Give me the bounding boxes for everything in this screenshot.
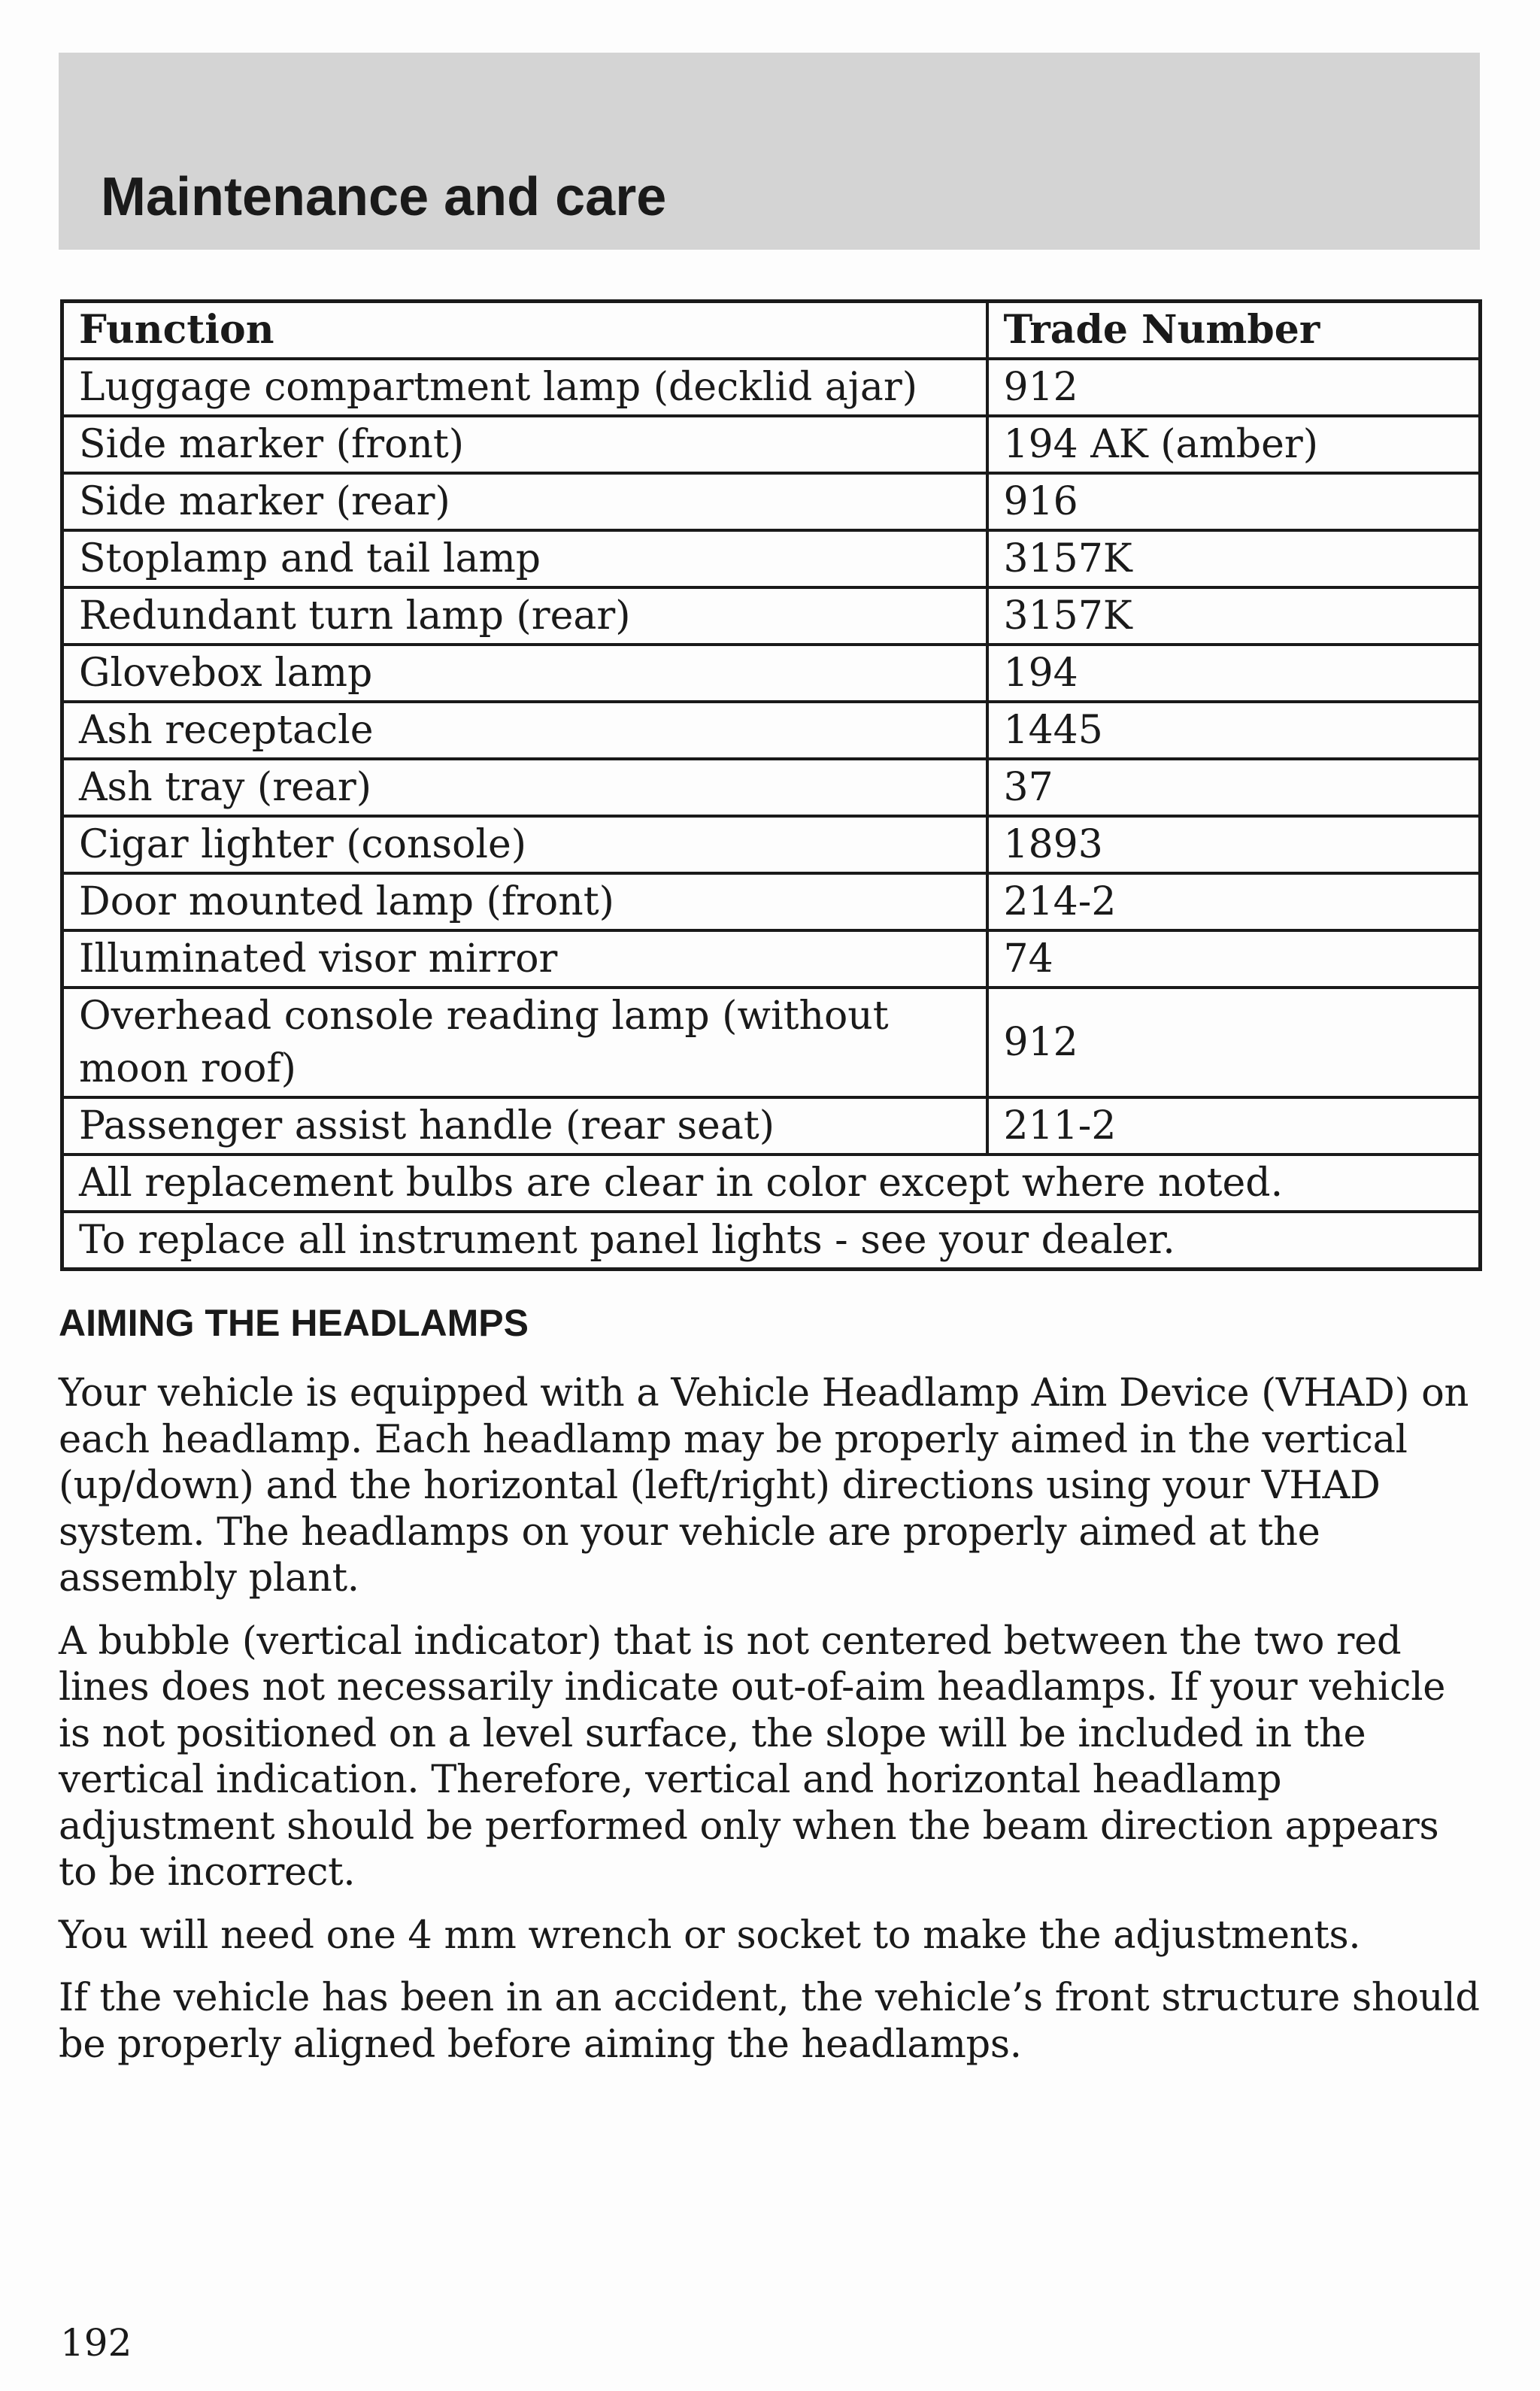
page-title: Maintenance and care	[101, 167, 667, 227]
table-row	[62, 759, 1481, 816]
trade-number-cell: 214-2	[987, 873, 1481, 930]
function-cell: Luggage compartment lamp (decklid ajar)	[62, 359, 987, 416]
function-cell: Cigar lighter (console)	[62, 816, 987, 873]
function-cell: Illuminated visor mirror	[62, 930, 987, 988]
function-cell: Door mounted lamp (front)	[62, 873, 987, 930]
paragraph: You will need one 4 mm wrench or socket to make the adjustments.	[59, 1913, 1361, 1958]
table-row	[62, 416, 1481, 473]
function-cell: Ash tray (rear)	[62, 759, 987, 816]
table-row	[62, 816, 1481, 873]
table-header-row	[62, 302, 1481, 360]
function-cell: Glovebox lamp	[62, 645, 987, 702]
function-cell: Side marker (rear)	[62, 473, 987, 530]
trade-number-cell: 912	[987, 988, 1481, 1097]
section-body	[59, 1370, 1487, 2084]
trade-number-cell: 3157K	[987, 587, 1481, 645]
trade-number-cell: 194	[987, 645, 1481, 702]
function-cell: Side marker (front)	[62, 416, 987, 473]
table-row	[62, 1097, 1481, 1155]
trade-number-cell: 211-2	[987, 1097, 1481, 1155]
trade-number-cell: 194 AK (amber)	[987, 416, 1481, 473]
page-number: 192	[60, 2321, 132, 2365]
trade-number-cell: 916	[987, 473, 1481, 530]
table-row	[62, 702, 1481, 759]
trade-number-cell: 3157K	[987, 530, 1481, 587]
table-row	[62, 587, 1481, 645]
table-note: All replacement bulbs are clear in color except where noted.	[62, 1155, 1481, 1212]
trade-number-cell: 1445	[987, 702, 1481, 759]
table-row	[62, 930, 1481, 988]
bulb-table	[60, 299, 1482, 1271]
column-header-trade-number: Trade Number	[987, 302, 1481, 360]
table-row	[62, 530, 1481, 587]
function-cell: Passenger assist handle (rear seat)	[62, 1097, 987, 1155]
table-note-row	[62, 1212, 1481, 1270]
table-note: To replace all instrument panel lights - see your dealer.	[62, 1212, 1481, 1270]
trade-number-cell: 74	[987, 930, 1481, 988]
function-cell: Overhead console reading lamp (without moon roof)	[62, 988, 987, 1097]
paragraph: A bubble (vertical indicator) that is not centered between the two red lines does not necessarily indicate out-of-aim headlamps. If your vehicle is not positioned on a level surface, the slope will be included in the vertical indication. Therefore, vertical and horizontal headlamp adjustment should be performed only when the beam direction appears to be incorrect.	[59, 1619, 1446, 1895]
section-heading: AIMING THE HEADLAMPS	[59, 1302, 529, 1344]
function-cell: Ash receptacle	[62, 702, 987, 759]
function-cell: Redundant turn lamp (rear)	[62, 587, 987, 645]
table-note-row	[62, 1155, 1481, 1212]
trade-number-cell: 37	[987, 759, 1481, 816]
table-row	[62, 359, 1481, 416]
trade-number-cell: 1893	[987, 816, 1481, 873]
paragraph: If the vehicle has been in an accident, the vehicle’s front structure should be properly aligned before aiming the headlamps.	[59, 1976, 1480, 2067]
paragraph: Your vehicle is equipped with a Vehicle Headlamp Aim Device (VHAD) on each headlamp. Each headlamp may be properly aimed in the vertical (up/down) and the horizontal (left/right) directions using your VHAD system. The headlamps on your vehicle are properly aimed at the assembly plant.	[59, 1371, 1469, 1601]
table-row	[62, 988, 1481, 1097]
function-cell: Stoplamp and tail lamp	[62, 530, 987, 587]
table-row	[62, 473, 1481, 530]
trade-number-cell: 912	[987, 359, 1481, 416]
table-row	[62, 645, 1481, 702]
table-row	[62, 873, 1481, 930]
column-header-function: Function	[62, 302, 987, 360]
